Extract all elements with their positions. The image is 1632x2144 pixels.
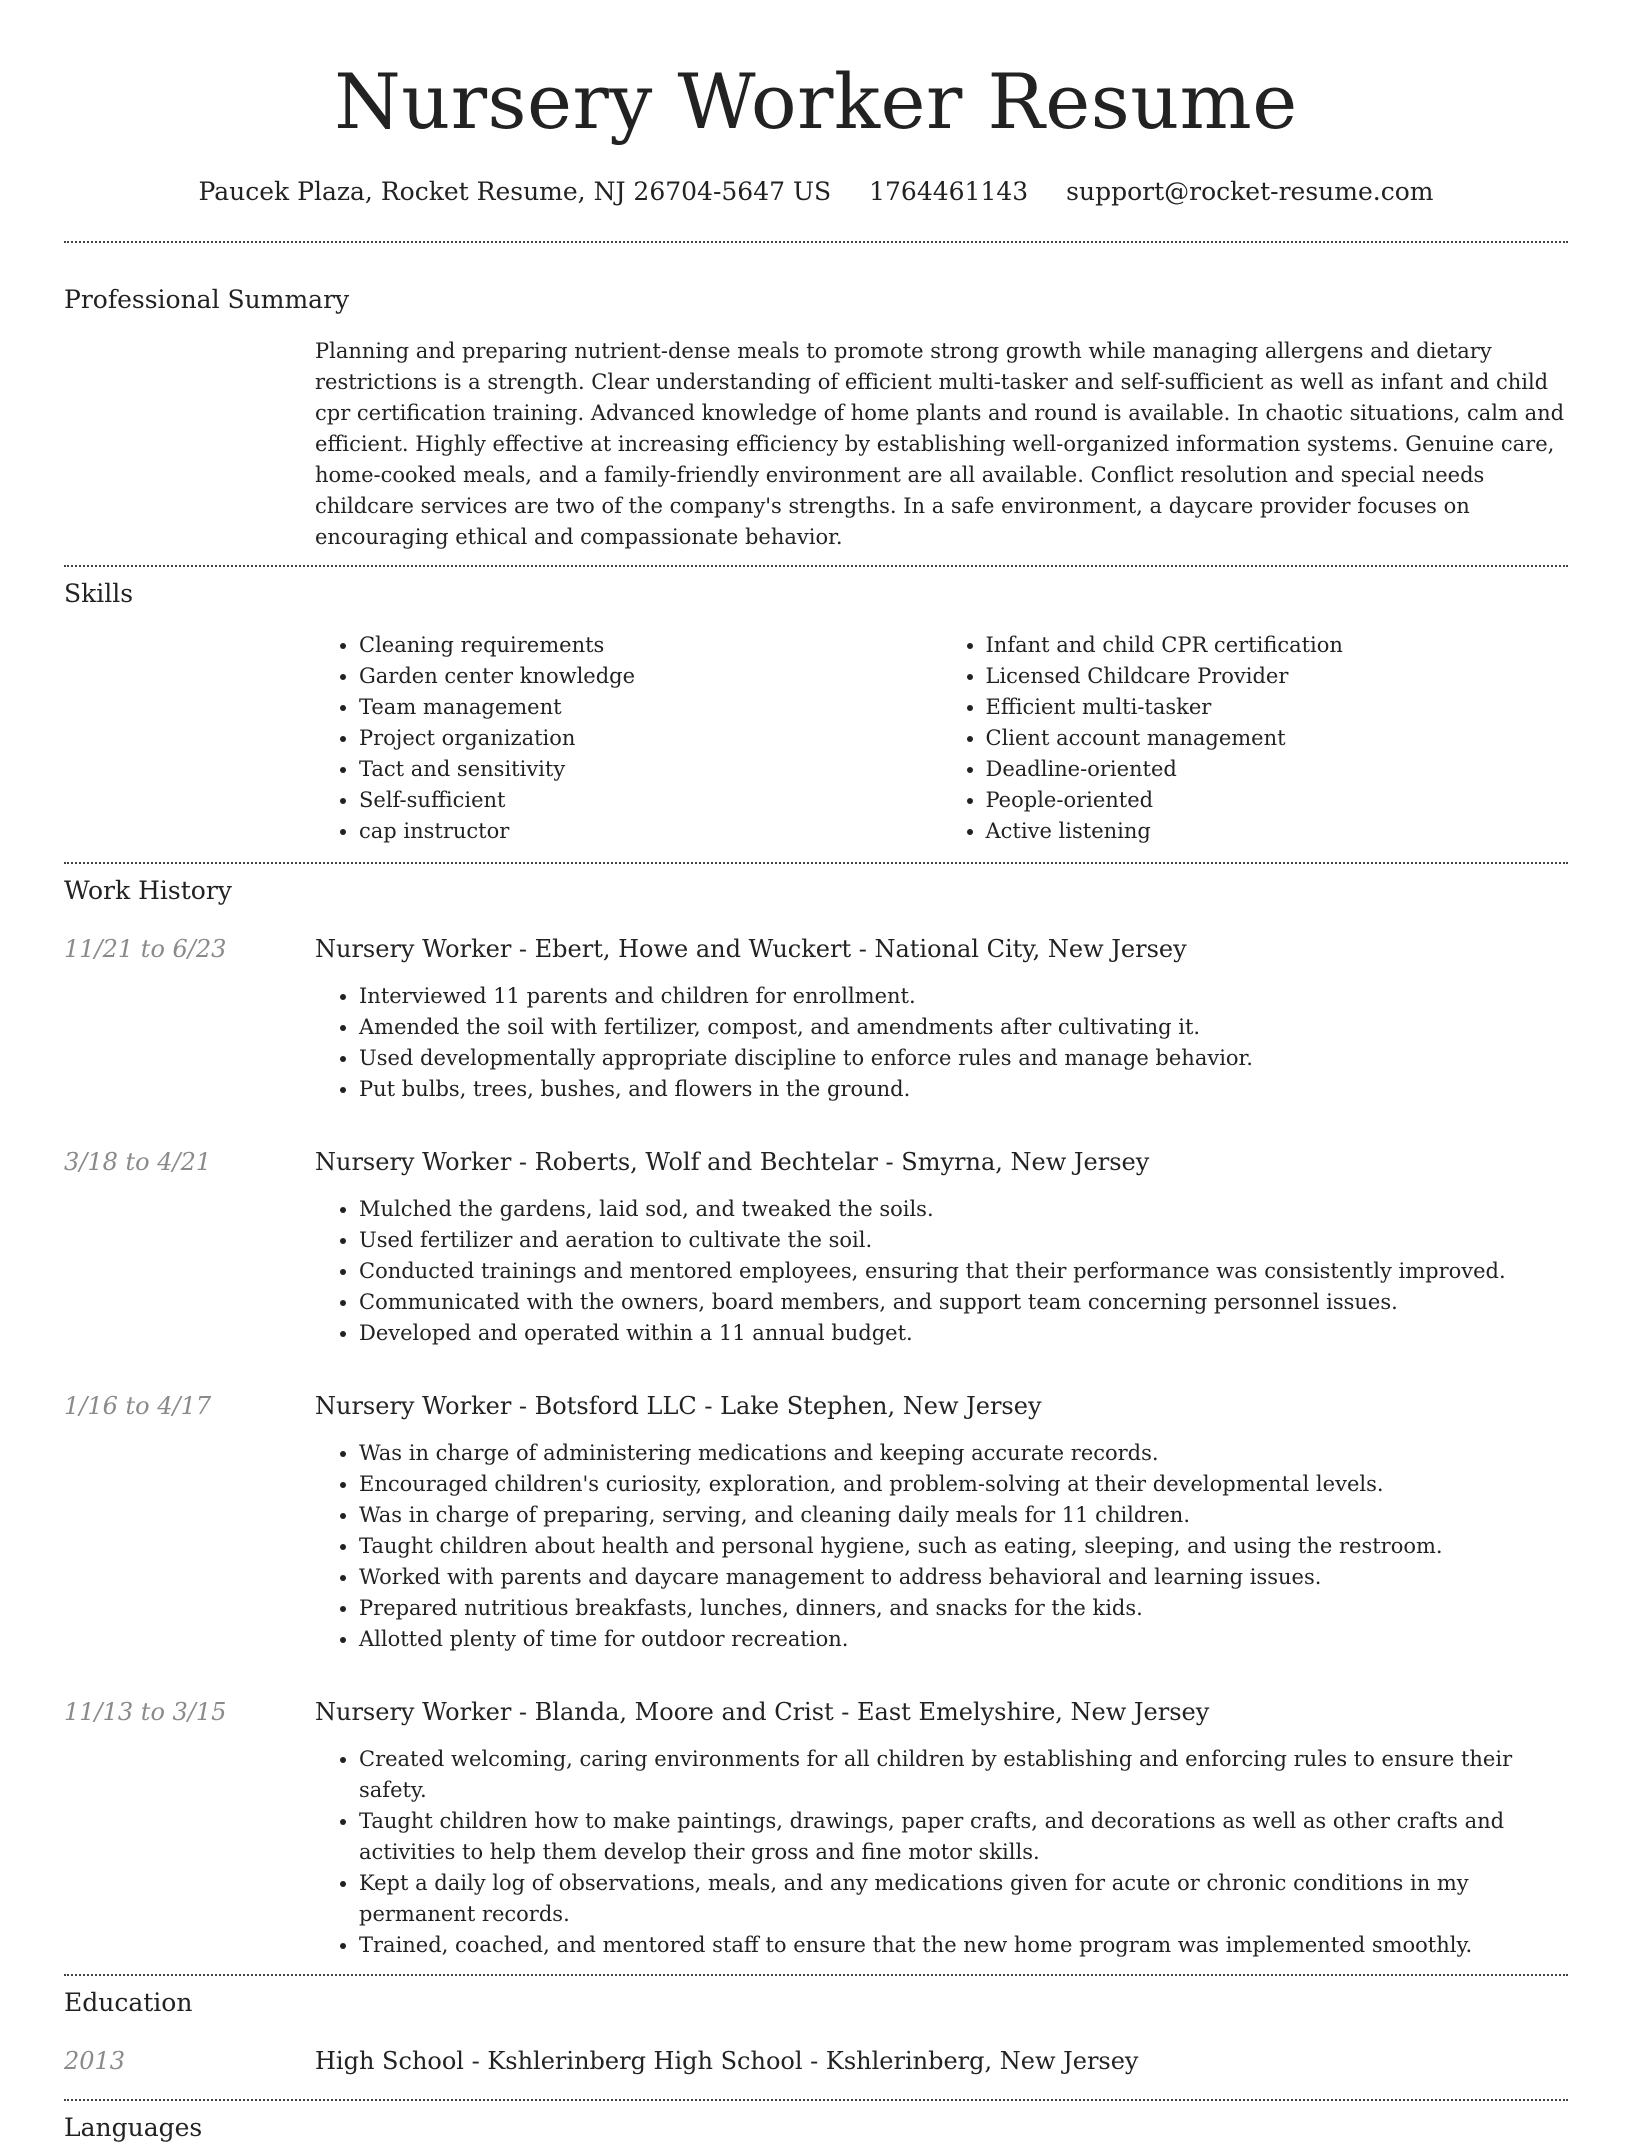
education-section [64,1987,1568,2077]
skill-item: • Team management [359,692,942,723]
skill-item: • Project organization [359,723,942,754]
education-heading: Education [64,1988,193,2017]
job-bullet: • Worked with parents and daycare management to address behavioral and learning issues. [359,1562,1568,1593]
resume-page [64,0,1568,2144]
skills-section [64,578,1568,847]
work-heading: Work History [64,876,232,905]
job-bullet: • Conducted trainings and mentored employees, ensuring that their performance was consistently improved. [359,1256,1568,1287]
skill-item: • cap instructor [359,816,942,847]
job-header [64,1390,1568,1422]
summary-heading: Professional Summary [64,285,350,314]
skill-item: • Efficient multi-tasker [986,692,1569,723]
job-bullet-list [315,1744,1568,1961]
job-duties [315,1194,1568,1349]
skills-columns [315,630,1568,847]
contact-line [64,176,1568,208]
education-year: 2013 [64,2047,126,2075]
resume-title: Nursery Worker Resume [334,57,1298,146]
job-bullet: • Developed and operated within a 11 annual budget. [359,1318,1568,1349]
skills-heading: Skills [64,579,134,608]
job-duties [315,981,1568,1105]
job-bullet: • Encouraged children's curiosity, exploration, and problem-solving at their developmental levels. [359,1469,1568,1500]
skills-list-left [315,630,942,847]
job-bullet: • Amended the soil with fertilizer, compost, and amendments after cultivating it. [359,1012,1568,1043]
summary-section [64,284,1568,553]
section-divider [64,241,1568,243]
job-entry [64,933,1568,1105]
job-header [64,933,1568,965]
job-bullet: • Was in charge of preparing, serving, and cleaning daily meals for 11 children. [359,1500,1568,1531]
job-title: Nursery Worker - Roberts, Wolf and Bechtelar - Smyrna, New Jersey [315,1148,1150,1176]
education-degree: High School - Kshlerinberg High School - Kshlerinberg, New Jersey [315,2047,1139,2075]
skill-item: • Self-sufficient [359,785,942,816]
job-bullet: • Communicated with the owners, board members, and support team concerning personnel issues. [359,1287,1568,1318]
job-bullet: • Created welcoming, caring environments for all children by establishing and enforcing rules to ensure their safety. [359,1744,1568,1806]
job-dates: 1/16 to 4/17 [64,1392,212,1420]
contact-email: support@rocket-resume.com [1066,177,1434,206]
job-dates: 3/18 to 4/21 [64,1148,212,1176]
job-entry [64,1390,1568,1655]
languages-heading: Languages [64,2113,203,2142]
job-bullet: • Put bulbs, trees, bushes, and flowers in the ground. [359,1074,1568,1105]
skill-item: • Licensed Childcare Provider [986,661,1569,692]
job-bullet: • Kept a daily log of observations, meals, and any medications given for acute or chronic conditions in my permanent records. [359,1868,1568,1930]
job-bullet: • Interviewed 11 parents and children for enrollment. [359,981,1568,1012]
job-entry [64,1696,1568,1961]
summary-text: Planning and preparing nutrient-dense meals to promote strong growth while managing allergens and dietary restrictions is a strength. Clear understanding of efficient multi-tasker and self-sufficient as well as infant and child cpr certification training. Advanced knowledge of home plants and round is available. In chaotic situations, calm and efficient. Highly effective at increasing efficiency by establishing well-organized information systems. Genuine care, home-cooked meals, and a family-friendly environment are all available. Conflict resolution and special needs childcare services are two of the company's strengths. In a safe environment, a daycare provider focuses on encouraging ethical and compassionate behavior. [315,339,1565,549]
skill-item: • Infant and child CPR certification [986,630,1569,661]
work-section [64,875,1568,1961]
job-bullet: • Prepared nutritious breakfasts, lunches, dinners, and snacks for the kids. [359,1593,1568,1624]
job-title: Nursery Worker - Blanda, Moore and Crist - East Emelyshire, New Jersey [315,1698,1210,1726]
section-divider [64,565,1568,567]
contact-address: Paucek Plaza, Rocket Resume, NJ 26704-5647 US [198,177,832,206]
languages-section [64,2112,1568,2144]
job-duties [315,1744,1568,1961]
job-bullet: • Taught children about health and personal hygiene, such as eating, sleeping, and using the restroom. [359,1531,1568,1562]
job-title: Nursery Worker - Botsford LLC - Lake Stephen, New Jersey [315,1392,1042,1420]
job-bullet: • Allotted plenty of time for outdoor recreation. [359,1624,1568,1655]
job-bullet: • Used fertilizer and aeration to cultivate the soil. [359,1225,1568,1256]
job-bullet: • Was in charge of administering medications and keeping accurate records. [359,1438,1568,1469]
job-bullet: • Mulched the gardens, laid sod, and tweaked the soils. [359,1194,1568,1225]
job-header [64,1696,1568,1728]
section-divider [64,1974,1568,1976]
skill-item: • Cleaning requirements [359,630,942,661]
job-dates: 11/21 to 6/23 [64,935,227,963]
job-header [64,1146,1568,1178]
summary-body [315,336,1568,553]
contact-phone: 1764461143 [869,177,1029,206]
section-divider [64,2099,1568,2101]
job-dates: 11/13 to 3/15 [64,1698,227,1726]
job-duties [315,1438,1568,1655]
education-entry [64,2045,1568,2077]
skill-item: • Active listening [986,816,1569,847]
skill-item: • Garden center knowledge [359,661,942,692]
job-bullet-list [315,1438,1568,1655]
skill-item: • Client account management [986,723,1569,754]
skill-item: • Deadline-oriented [986,754,1569,785]
job-bullet: • Trained, coached, and mentored staff to ensure that the new home program was implemented smoothly. [359,1930,1568,1961]
skill-item: • People-oriented [986,785,1569,816]
job-bullet: • Used developmentally appropriate discipline to enforce rules and manage behavior. [359,1043,1568,1074]
job-entry [64,1146,1568,1349]
job-bullet-list [315,1194,1568,1349]
skill-item: • Tact and sensitivity [359,754,942,785]
section-divider [64,862,1568,864]
job-bullet-list [315,981,1568,1105]
job-bullet: • Taught children how to make paintings, drawings, paper crafts, and decorations as well as other crafts and activities to help them develop their gross and fine motor skills. [359,1806,1568,1868]
skills-list-right [942,630,1569,847]
job-title: Nursery Worker - Ebert, Howe and Wuckert - National City, New Jersey [315,935,1187,963]
